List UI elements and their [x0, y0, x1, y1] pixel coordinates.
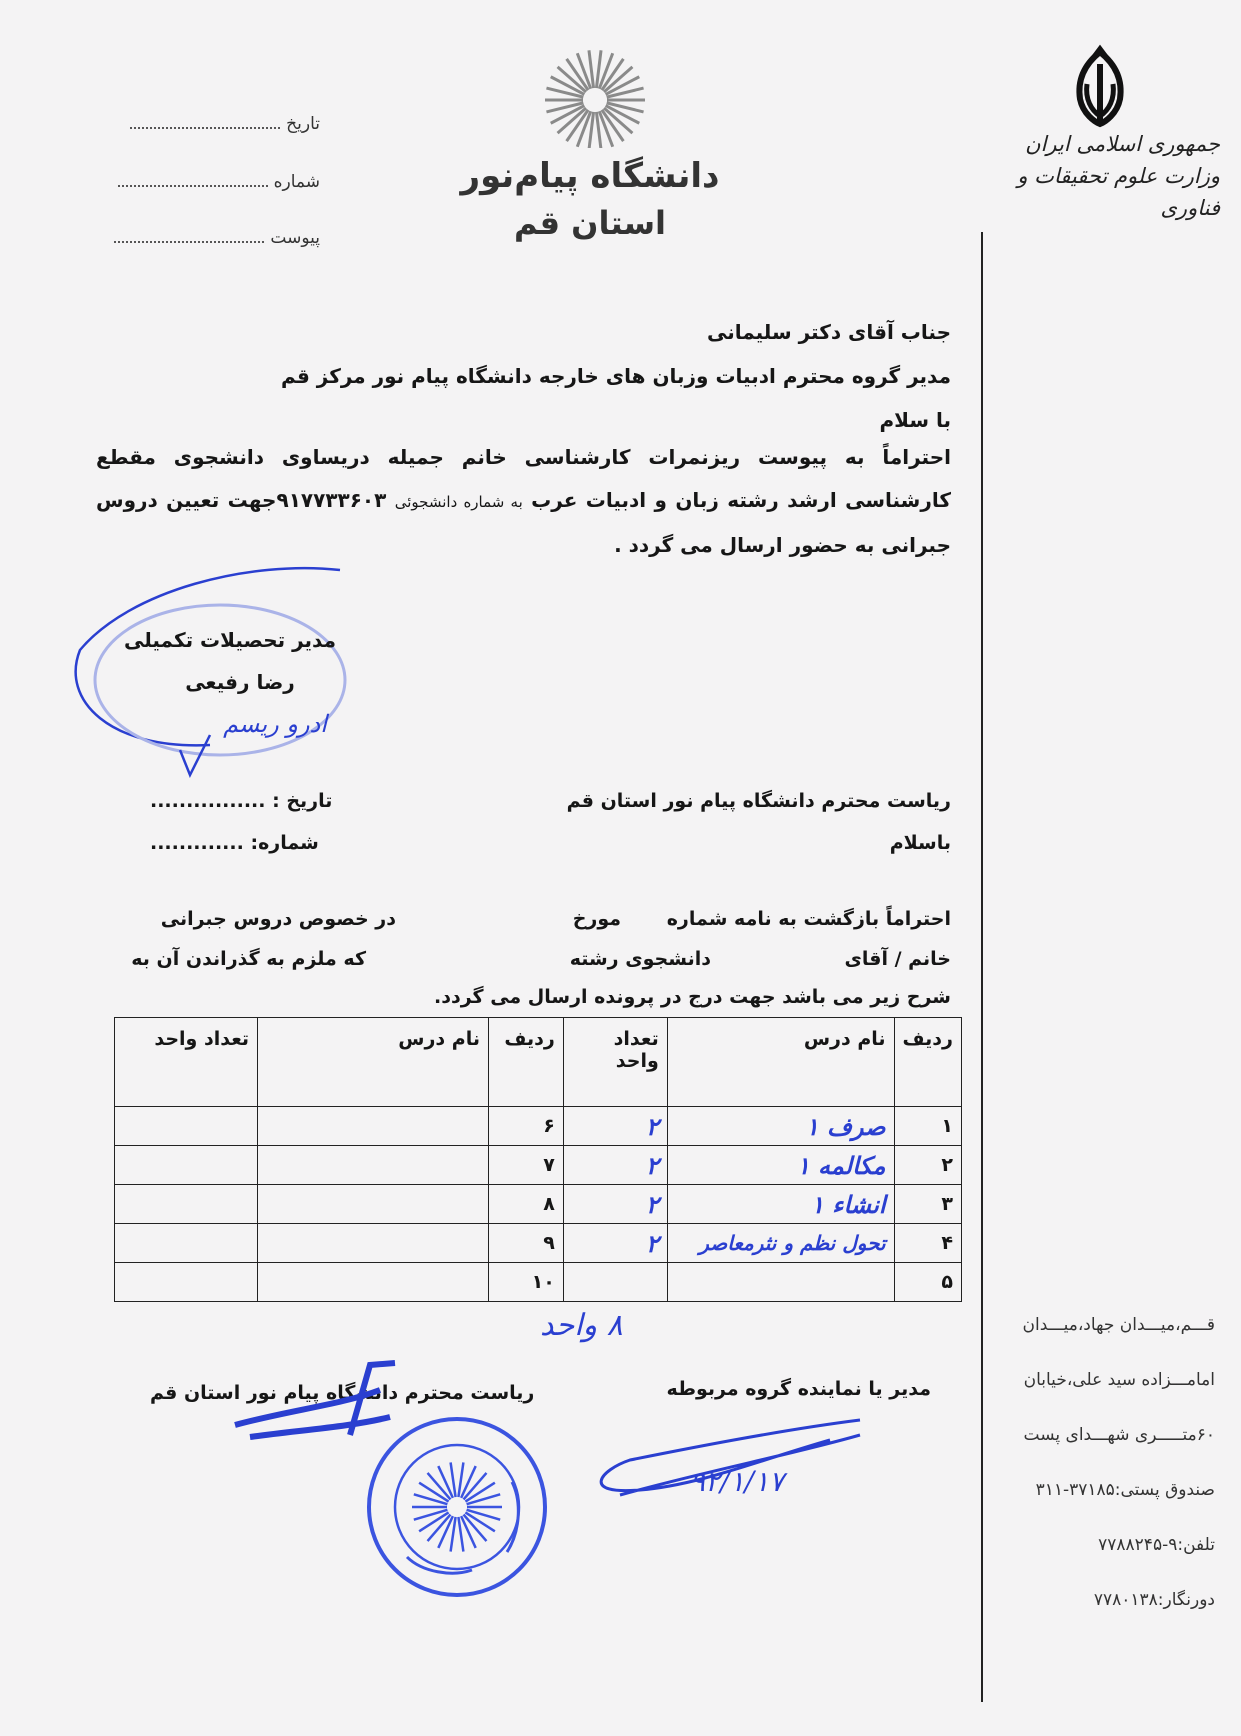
letter-role: مدیر گروه محترم ادبیات وزبان های خارجه دانشگاه پیام نور مرکز قم: [281, 364, 951, 388]
payame-noor-logo-icon: [530, 38, 660, 148]
header-date-field: [70, 114, 320, 134]
address-line: امامـــزاده سید علی،خیابان: [1023, 1370, 1215, 1390]
row-num-2: ۷: [489, 1146, 564, 1185]
reply-greeting: باسلام: [889, 832, 951, 854]
row-course-2: [258, 1107, 489, 1146]
phone-number: تلفن:۹-۷۷۸۸۲۴۵: [1098, 1535, 1215, 1555]
row-num: ۴: [894, 1224, 961, 1263]
row-units-2: [115, 1224, 258, 1263]
reply-date-field: [150, 790, 332, 812]
address-block: [985, 1298, 1215, 1628]
letter-body-part2: جهت تعیین دروس جبرانی به حضور ارسال می گردد .: [96, 488, 951, 557]
number-label: شماره: [273, 172, 320, 192]
university-province: استان قم: [513, 204, 666, 242]
row-course-2: [258, 1263, 489, 1302]
letter-body-small: به شماره دانشجوئی: [394, 493, 523, 511]
row-num: ۲: [894, 1146, 961, 1185]
row-course: صرف ۱: [667, 1107, 894, 1146]
university-name: دانشگاه پیام‌نور: [460, 156, 720, 196]
row-course-2: [258, 1146, 489, 1185]
date-label: تاریخ: [286, 114, 320, 134]
row-course: انشاء ۱: [667, 1185, 894, 1224]
reply-line1-a: احتراماً بازگشت به نامه شماره: [666, 908, 951, 930]
attachment-label: پیوست: [270, 228, 320, 248]
row-units-2: [115, 1185, 258, 1224]
ministry-text: [990, 128, 1220, 224]
header-course: نام درس: [667, 1018, 894, 1107]
reply-date-label: تاریخ :: [272, 790, 333, 812]
reply-line2-a: خانم / آقای: [844, 948, 951, 970]
graduate-studies-stamp: [70, 560, 360, 785]
reply-line3: شرح زیر می باشد جهت درج در پرونده ارسال می گردد.: [434, 986, 951, 1008]
postal-box: صندوق پستی:۳۷۱۸۵-۳۱۱: [1035, 1480, 1215, 1500]
row-units: ۲: [563, 1107, 667, 1146]
row-units-2: [115, 1146, 258, 1185]
header-number-field: [70, 172, 320, 192]
reply-number-field: [150, 832, 319, 854]
reply-addressee: ریاست محترم دانشگاه پیام نور استان قم: [566, 790, 951, 812]
university-round-seal: [362, 1412, 552, 1602]
reply-date-dots: ................: [150, 790, 266, 812]
row-course-2: [258, 1224, 489, 1263]
row-units: ۲: [563, 1185, 667, 1224]
reply-number-dots: .............: [150, 832, 244, 854]
fax-number: دورنگار:۷۷۸۰۱۳۸: [1093, 1590, 1215, 1610]
table-row: [115, 1224, 962, 1263]
stamp-signature: ادرو ریسم: [223, 710, 327, 738]
table-header-row: [115, 1018, 962, 1107]
country-line: جمهوری اسلامی ایران: [1025, 132, 1220, 156]
table-row: [115, 1146, 962, 1185]
total-units-handwritten: ۸ واحد: [540, 1308, 623, 1343]
margin-divider: [981, 232, 983, 1702]
row-num: ۱: [894, 1107, 961, 1146]
ministry-line: وزارت علوم تحقیقات و فناوری: [1017, 164, 1220, 220]
row-num-2: ۱۰: [489, 1263, 564, 1302]
reply-line2-b: دانشجوی رشته: [569, 948, 711, 970]
letter-greeting: با سلام: [879, 408, 951, 432]
letter-body: [96, 436, 951, 567]
header-units: تعداد واحد: [563, 1018, 667, 1107]
header-row-num-2: ردیف: [489, 1018, 564, 1107]
student-number: ۹۱۷۷۳۳۶۰۳: [276, 488, 387, 512]
stamp-title: مدیر تحصیلات تکمیلی: [123, 628, 336, 652]
table-row: [115, 1107, 962, 1146]
letter-body-part1: احتراماً به پیوست ریزنمرات کارشناسی خانم جمیله دریساوی دانشجوی مقطع کارشناسی ارشد رشته زبان و ادبیات عرب: [96, 445, 952, 512]
header-row-num: ردیف: [894, 1018, 961, 1107]
header-attachment-field: [70, 228, 320, 248]
row-course: تحول نظم و نثرمعاصر: [667, 1224, 894, 1263]
table-row: [115, 1185, 962, 1224]
handwritten-date: ۹۲/۱/۱۷: [690, 1465, 785, 1498]
row-course: [667, 1263, 894, 1302]
reply-line2-c: که ملزم به گذراندن آن به: [131, 948, 366, 970]
reply-line1-b: مورخ: [572, 908, 621, 930]
row-units: ۲: [563, 1146, 667, 1185]
row-course: مکالمه ۱: [667, 1146, 894, 1185]
header-units-2: تعداد واحد: [115, 1018, 258, 1107]
header-course-2: نام درس: [258, 1018, 489, 1107]
reply-line1-c: در خصوص دروس جبرانی: [160, 908, 396, 930]
table-row: [115, 1263, 962, 1302]
courses-table: [114, 1017, 962, 1302]
row-units-2: [115, 1263, 258, 1302]
row-num-2: ۹: [489, 1224, 564, 1263]
row-num-2: ۸: [489, 1185, 564, 1224]
stamp-name: رضا رفیعی: [185, 670, 295, 694]
row-units-2: [115, 1107, 258, 1146]
row-num-2: ۶: [489, 1107, 564, 1146]
row-course-2: [258, 1185, 489, 1224]
row-num: ۵: [894, 1263, 961, 1302]
signature-university-head: ریاست محترم دانشگاه پیام نور استان قم: [150, 1382, 535, 1404]
iran-emblem-icon: [1055, 44, 1145, 134]
row-units: [563, 1263, 667, 1302]
signature-group-manager: مدیر یا نماینده گروه مربوطه: [666, 1378, 931, 1400]
reply-number-label: شماره:: [250, 832, 319, 854]
letter-addressee: جناب آقای دکتر سلیمانی: [706, 320, 951, 344]
address-line: قـــم،میـــدان جهاد،میـــدان: [1022, 1315, 1215, 1335]
address-line: ۶۰متـــــری شهـــدای پست: [1023, 1425, 1215, 1445]
row-num: ۳: [894, 1185, 961, 1224]
row-units: ۲: [563, 1224, 667, 1263]
